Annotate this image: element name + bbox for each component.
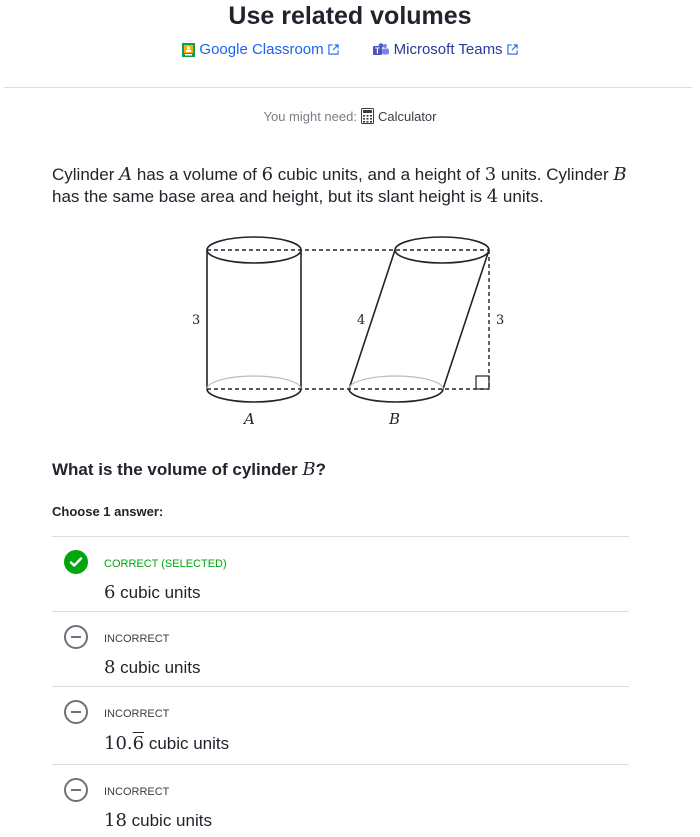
choice-value: 6 [104, 582, 116, 603]
height-value: 3 [484, 164, 497, 185]
answer-choice[interactable] [52, 537, 629, 612]
volume-value: 6 [261, 164, 274, 185]
choice-status: CORRECT (SELECTED) [104, 558, 227, 570]
calculator-link[interactable] [361, 108, 437, 124]
question-text-part: units. Cylinder [496, 165, 614, 184]
choice-answer [104, 810, 212, 831]
choice-unit: cubic units [144, 734, 230, 753]
cylinder-a-var: A [119, 164, 133, 185]
choice-unit: cubic units [126, 811, 212, 830]
header-divider [4, 87, 692, 88]
question-text-part: cubic units, and a height of [273, 165, 485, 184]
choice-status: INCORRECT [104, 708, 170, 720]
prompt-text: What is the volume of cylinder [52, 460, 303, 479]
choose-instruction: Choose 1 answer: [52, 504, 164, 519]
external-link-icon [328, 44, 339, 55]
google-classroom-icon [182, 43, 195, 57]
choice-value-integer: 10. [104, 733, 133, 754]
cylinder-b-var: B [613, 164, 627, 185]
external-link-icon [507, 44, 518, 55]
answer-choice[interactable] [52, 765, 629, 837]
google-classroom-label: Google Classroom [199, 41, 324, 58]
minus-circle-icon [64, 778, 88, 802]
height-b-label: 3 [496, 313, 505, 328]
question-text-part: has a volume of [132, 165, 262, 184]
share-row [0, 41, 700, 58]
slant-b-label: 4 [357, 313, 366, 328]
tools-label: You might need: [263, 108, 357, 124]
answer-choice[interactable] [52, 612, 629, 687]
cylinder-b-right-slant [443, 250, 489, 389]
slant-value: 4 [486, 186, 499, 207]
answer-choices [52, 536, 629, 837]
cylinder-b-bottom-back [349, 376, 443, 389]
svg-text:T: T [374, 46, 380, 55]
cylinder-b-label: B [389, 410, 401, 428]
choice-value: 8 [104, 657, 116, 678]
microsoft-teams-link[interactable] [373, 41, 518, 58]
height-a-label: 3 [192, 313, 201, 328]
tools-row [0, 108, 700, 124]
prompt-suffix: ? [315, 460, 326, 479]
choice-value-repeating: 6 [132, 733, 145, 754]
cylinders-figure [180, 230, 520, 435]
question-text [52, 164, 652, 208]
google-classroom-link[interactable] [182, 41, 338, 58]
question-text-part: has the same base area and height, but its slant height is [52, 187, 487, 206]
question-text-part: Cylinder [52, 165, 120, 184]
prompt-var: B [302, 459, 316, 480]
question-text-part: units. [498, 187, 544, 206]
right-angle-marker [476, 376, 489, 389]
microsoft-teams-icon [373, 43, 390, 57]
cylinder-b-bottom-front [349, 389, 443, 402]
cylinder-a-label: A [244, 410, 255, 428]
page-title: Use related volumes [228, 2, 472, 30]
question-prompt [52, 459, 326, 480]
cylinder-a-bottom-back [207, 376, 301, 389]
choice-answer [104, 657, 201, 678]
choice-status: INCORRECT [104, 633, 170, 645]
cylinder-a-bottom-front [207, 389, 301, 402]
minus-circle-icon [64, 700, 88, 724]
microsoft-teams-label: Microsoft Teams [393, 41, 503, 58]
check-icon [64, 550, 88, 574]
choice-status: INCORRECT [104, 786, 170, 798]
choice-answer [104, 733, 229, 754]
answer-choice[interactable] [52, 687, 629, 765]
choice-answer [104, 582, 201, 603]
choice-value: 18 [104, 810, 127, 831]
calculator-label: Calculator [377, 108, 437, 124]
cylinder-b-left-slant [349, 250, 395, 389]
choice-unit: cubic units [115, 583, 201, 602]
minus-circle-icon [64, 625, 88, 649]
choice-unit: cubic units [115, 658, 201, 677]
calculator-icon [361, 108, 374, 124]
